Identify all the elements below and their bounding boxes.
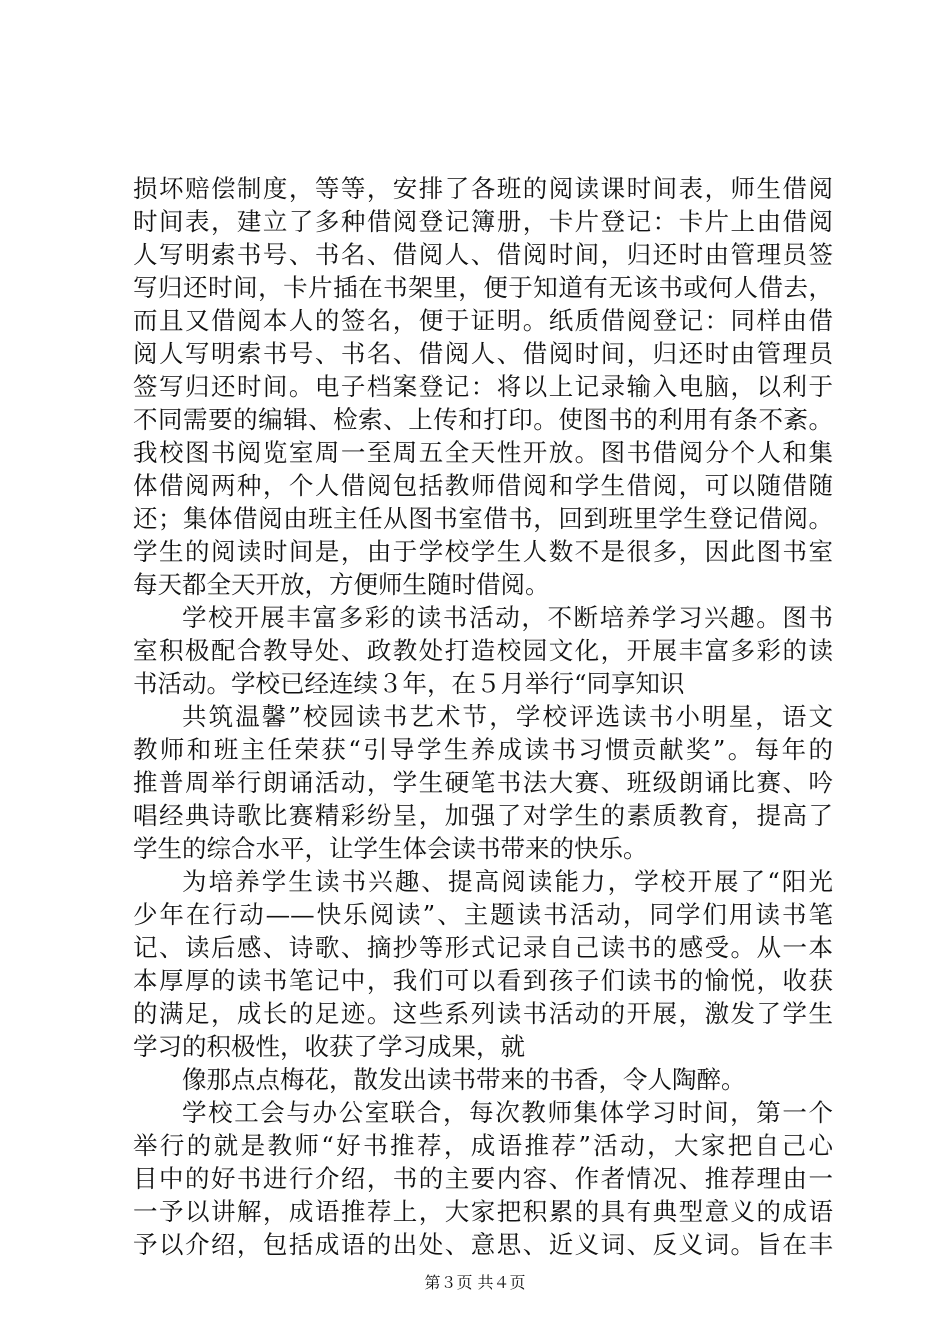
text-line: 人写明索书号、书名、借阅人、借阅时间，归还时由管理员签 xyxy=(133,240,833,269)
text-line: 每天都全天开放，方便师生随时借阅。 xyxy=(133,570,550,599)
text-line: 像那点点梅花，散发出读书带来的书香，令人陶醉。 xyxy=(182,1065,746,1094)
text-line: 室积极配合教导处、政教处打造校园文化，开展丰富多彩的读 xyxy=(133,636,833,665)
text-line: 时间表，建立了多种借阅登记簿册，卡片登记：卡片上由借阅 xyxy=(133,207,833,236)
text-line: 推普周举行朗诵活动，学生硬笔书法大赛、班级朗诵比赛、吟 xyxy=(133,768,833,797)
text-line: 不同需要的编辑、检索、上传和打印。使图书的利用有条不紊。 xyxy=(133,405,833,434)
text-line: 还；集体借阅由班主任从图书室借书，回到班里学生登记借阅。 xyxy=(133,504,833,533)
text-line: 学生的阅读时间是，由于学校学生人数不是很多，因此图书室 xyxy=(133,537,833,566)
text-line: 本厚厚的读书笔记中，我们可以看到孩子们读书的愉悦，收获 xyxy=(133,966,833,995)
body-text xyxy=(133,172,833,1261)
page-footer: 第３页 共４页 xyxy=(424,1273,526,1292)
text-line: 共筑温馨”校园读书艺术节，学校评选读书小明星，语文 xyxy=(182,702,833,731)
text-line: 少年在行动——快乐阅读”、主题读书活动，同学们用读书笔 xyxy=(133,900,833,929)
text-line: 教师和班主任荣获“引导学生养成读书习惯贡献奖”。每年的 xyxy=(133,735,833,764)
text-line: 损坏赔偿制度，等等，安排了各班的阅读课时间表，师生借阅 xyxy=(133,174,833,203)
text-line: 书活动。学校已经连续３年，在５月举行“同享知识 xyxy=(133,669,685,698)
text-line: 学生的综合水平，让学生体会读书带来的快乐。 xyxy=(133,834,648,863)
text-line: 为培养学生读书兴趣、提高阅读能力，学校开展了“阳光 xyxy=(182,867,833,896)
text-line: 写归还时间，卡片插在书架里，便于知道有无该书或何人借去， xyxy=(133,273,833,302)
text-line: 学校开展丰富多彩的读书活动，不断培养学习兴趣。图书 xyxy=(182,603,833,632)
text-line: 一予以讲解，成语推荐上，大家把积累的具有典型意义的成语 xyxy=(133,1197,833,1226)
text-line: 签写归还时间。电子档案登记：将以上记录输入电脑，以利于 xyxy=(133,372,833,401)
text-line: 记、读后感、诗歌、摘抄等形式记录自己读书的感受。从一本 xyxy=(133,933,833,962)
text-line: 我校图书阅览室周一至周五全天性开放。图书借阅分个人和集 xyxy=(133,438,833,467)
text-line: 学校工会与办公室联合，每次教师集体学习时间，第一个 xyxy=(182,1098,833,1127)
text-line: 唱经典诗歌比赛精彩纷呈，加强了对学生的素质教育，提高了 xyxy=(133,801,833,830)
text-line: 学习的积极性，收获了学习成果，就 xyxy=(133,1032,525,1061)
text-line: 阅人写明索书号、书名、借阅人、借阅时间，归还时由管理员 xyxy=(133,339,833,368)
text-line: 举行的就是教师“好书推荐，成语推荐”活动，大家把自己心 xyxy=(133,1131,833,1160)
text-line: 予以介绍，包括成语的出处、意思、近义词、反义词。旨在丰 xyxy=(133,1230,833,1259)
text-line: 而且又借阅本人的签名，便于证明。纸质借阅登记：同样由借 xyxy=(133,306,833,335)
text-line: 的满足，成长的足迹。这些系列读书活动的开展，激发了学生 xyxy=(133,999,833,1028)
text-line: 体借阅两种，个人借阅包括教师借阅和学生借阅，可以随借随 xyxy=(133,471,833,500)
text-line: 目中的好书进行介绍，书的主要内容、作者情况、推荐理由一 xyxy=(133,1164,833,1193)
